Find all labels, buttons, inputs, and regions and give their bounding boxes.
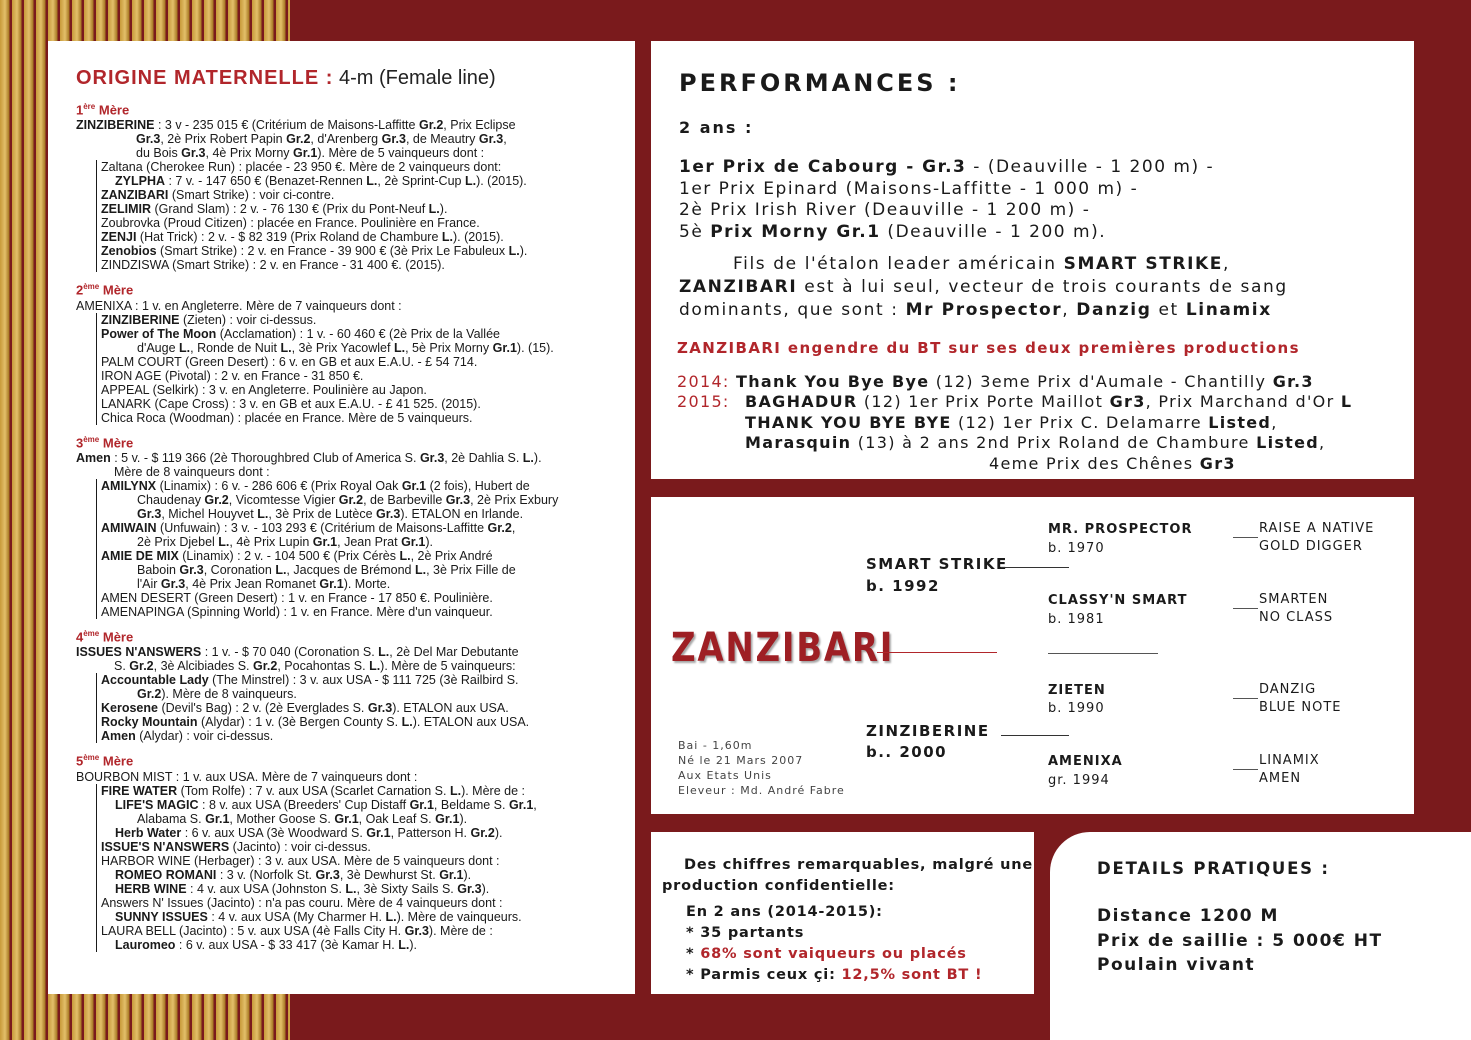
maternal-line: ISSUES N'ANSWERS : 1 v. - $ 70 040 (Coronation S. L., 2è Del Mar Debutante [76,645,519,660]
performances-panel [651,41,1414,479]
maternal-line: Mère de 8 vainqueurs dont : [114,464,270,479]
ggs-6: BLUE NOTE [1259,700,1342,715]
stats-line-2: production confidentielle: [662,878,895,894]
mere-heading-1: 1ère Mère [76,102,130,118]
race-results [679,157,1214,243]
maternal-line: ZINZIBERINE : 3 v - 235 015 € (Critérium de Maisons-Laffitte Gr.2, Prix Eclipse [76,118,516,133]
sire-paragraph [679,253,1288,322]
year-2015-line: BAGHADUR (12) 1er Prix Porte Maillot Gr3, Prix Marchand d'Or L [745,392,1353,411]
produce-line: Answers N' Issues (Jacinto) : n'a pas couru. Mère de 4 vainqueurs dont : [101,895,503,910]
produce-line: ROMEO ROMANI : 3 v. (Norfolk St. Gr.3, 3è Dewhurst St. Gr.1). [115,867,472,882]
sire-year: b. 1992 [866,577,940,595]
stats-panel [651,832,1034,994]
produce-line: ZYLPHA : 7 v. - 147 650 € (Benazet-Rennen L., 2è Sprint-Cup L.). (2015). [115,174,527,189]
stats-winners: 68% sont vaiqueurs ou placés [700,946,967,962]
bt-highlight: ZANZIBARI engendre du BT sur ses deux premières productions [677,339,1300,357]
produce-line: Gr.3, Michel Houyvet L., 3è Prix de Lutèce Gr.3). ETALON en Irlande. [137,506,524,521]
produce-line: Zaltana (Cherokee Run) : placée - 23 950 €. Mère de 2 vainqueurs dont: [101,160,502,175]
produce-line: Chica Roca (Woodman) : placée en France. Mère de 5 vainqueurs. [101,410,473,425]
mere-heading-3: 3ème Mère [76,434,134,450]
stats-bullet-2: * 68% sont vaiqueurs ou placés [686,946,967,962]
dam-year: b.. 2000 [866,743,948,761]
maternal-origin-panel [48,41,635,994]
maternal-line: AMENIXA : 1 v. en Angleterre. Mère de 7 vainqueurs dont : [76,298,402,313]
produce-line: AMIWAIN (Unfuwain) : 3 v. - 103 293 € (Critérium de Maisons-Laffitte Gr.2, [101,520,516,535]
produce-line: AMIE DE MIX (Linamix) : 2 v. - 104 500 € (Prix Cérès L., 2è Prix André [101,548,493,563]
performances-title: PERFORMANCES : [679,69,961,97]
maternal-title-sub: 4-m (Female line) [338,67,496,89]
produce-line: ISSUE'S N'ANSWERS (Jacinto) : voir ci-dessus. [101,839,371,854]
race-result-line: 2è Prix Irish River (Deauville - 1 200 m) - [679,200,1091,220]
dam-line [1001,735,1069,736]
produce-line: AMENAPINGA (Spinning World) : 1 v. en France. Mère d'un vainqueur. [101,604,493,619]
sire-paragraph-line: ZANZIBARI est à lui seul, vecteur de trois courants de sang [679,277,1288,297]
maternal-line: S. Gr.2, 3è Alcibiades S. Gr.2, Pocahontas S. L.). Mère de 5 vainqueurs: [114,659,516,674]
produce-line: Alabama S. Gr.1, Mother Goose S. Gr.1, Oak Leaf S. Gr.1). [137,811,468,826]
sire-name: SMART STRIKE [866,555,1008,573]
produce-line: Zenobios (Smart Strike) : 2 v. en France - 39 900 € (3è Prix Le Fabuleux L.). [101,244,528,259]
produce-line: Baboin Gr.3, Coronation L., Jacques de Brémond L., 3è Prix Fille de [137,562,516,577]
produce-block [96,160,611,272]
produce-line: Rocky Mountain (Alydar) : 1 v. (3è Bergen County S. L.). ETALON aux USA. [101,715,530,730]
gs2-year: b. 1981 [1048,612,1105,627]
produce-block [96,313,611,425]
ggs-1: RAISE A NATIVE [1259,521,1375,536]
info-color-height: Bai - 1,60m [678,739,753,752]
produce-line: IRON AGE (Pivotal) : 2 v. en France - 31 850 €. [101,368,364,383]
pedigree-panel [651,497,1414,814]
year-2014-text: Thank You Bye Bye (12) 3eme Prix d'Aumale - Chantilly Gr.3 [736,372,1314,391]
produce-line: ZELIMIR (Grand Slam) : 2 v. - 76 130 € (Prix du Pont-Neuf L.). [101,202,448,217]
sire-paragraph-line: Fils de l'étalon leader américain SMART STRIKE, [733,254,1231,274]
details-foal: Poulain vivant [1097,955,1256,975]
produce-line: LANARK (Cape Cross) : 3 v. en GB et aux E.A.U. - £ 41 525. (2015). [101,396,481,411]
age-label: 2 ans : [679,118,754,137]
year-2014-label: 2014: [677,372,730,391]
gs4-name: AMENIXA [1048,754,1123,769]
sire-paragraph-line: dominants, que sont : Mr Prospector, Danzig et Linamix [679,300,1272,320]
stats-line-3: En 2 ans (2014-2015): [686,904,883,920]
produce-block [96,479,611,619]
details-distance: Distance 1200 M [1097,906,1279,926]
horse-name: ZANZIBARI [671,625,895,671]
produce-line: AMEN DESERT (Green Desert) : 1 v. en France - 17 850 €. Poulinière. [101,590,493,605]
produce-line: ZINDZISWA (Smart Strike) : 2 v. en France - 31 400 €. (2015). [101,258,445,273]
produce-line: Lauromeo : 6 v. aux USA - $ 33 417 (3è Kamar H. L.). [115,937,417,952]
gs3-year: b. 1990 [1048,701,1105,716]
details-panel [1050,832,1471,1040]
produce-line: APPEAL (Selkirk) : 3 v. en Angleterre. Poulinière au Japon. [101,382,427,397]
produce-block [96,673,611,743]
year-2015-line: 4eme Prix des Chênes Gr3 [989,453,1236,473]
race-result-line: 1er Prix Epinard (Maisons-Laffitte - 1 000 m) - [679,178,1139,199]
maternal-title-label: ORIGINE MATERNELLE : [76,67,334,89]
produce-line: LAURA BELL (Jacinto) : 5 v. aux USA (4è Falls City H. Gr.3). Mère de : [101,923,493,938]
year-2015-label: 2015: [677,392,730,411]
maternal-body [76,100,611,952]
produce-line: Power of The Moon (Acclamation) : 1 v. - 60 460 € (2è Prix de la Vallée [101,326,500,341]
stats-bt: 12,5% sont BT ! [841,967,983,983]
ggs-5: DANZIG [1259,682,1317,697]
ggs-4: NO CLASS [1259,610,1334,625]
dam-name: ZINZIBERINE [866,722,990,740]
produce-line: LIFE'S MAGIC : 8 v. aux USA (Breeders' Cup Distaff Gr.1, Beldame S. Gr.1, [115,797,537,812]
gs3-name: ZIETEN [1048,683,1106,698]
mere-heading-5: 5ème Mère [76,753,134,769]
produce-line: Gr.2). Mère de 8 vainqueurs. [137,687,297,702]
mere-heading-4: 4ème Mère [76,628,134,645]
gs2-name: CLASSY'N SMART [1048,593,1188,608]
info-breeder: Eleveur : Md. André Fabre [678,784,845,797]
produce-line: PALM COURT (Green Desert) : 6 v. en GB et aux E.A.U. - £ 54 714. [101,354,478,369]
info-country: Aux Etats Unis [678,769,772,782]
produce-line: Accountable Lady (The Minstrel) : 3 v. aux USA - $ 111 725 (3è Railbird S. [101,673,519,688]
produce-line: HARBOR WINE (Herbager) : 3 v. aux USA. Mère de 5 vainqueurs dont : [101,853,500,868]
ggs-line-2 [1233,608,1258,609]
produce-line: d'Auge L., Ronde de Nuit L., 3è Prix Yacowlef L., 5è Prix Morny Gr.1). (15). [137,340,554,355]
year-2015-line: Marasquin (13) à 2 ans 2nd Prix Roland de Chambure Listed, [745,433,1326,452]
produce-line: SUNNY ISSUES : 4 v. aux USA (My Charmer H. L.). Mère de vainqueurs. [115,909,522,924]
stats-line-1: Des chiffres remarquables, malgré une [684,857,1033,873]
ggs-line-1 [1233,537,1258,538]
produce-line: ZENJI (Hat Trick) : 2 v. - $ 82 319 (Prix Roland de Chambure L.). (2015). [101,230,504,245]
details-price: Prix de saillie : 5 000€ HT [1097,931,1383,951]
ggs-2: GOLD DIGGER [1259,539,1363,554]
ggs-line-3 [1233,698,1258,699]
stats-bullet-1: * 35 partants [686,925,805,941]
gs1-year: b. 1970 [1048,541,1105,556]
produce-line: Kerosene (Devil's Bag) : 2 v. (2è Everglades S. Gr.3). ETALON aux USA. [101,701,509,716]
maternal-line: Gr.3, 2è Prix Robert Papin Gr.2, d'Arenberg Gr.3, de Meautry Gr.3, [136,132,507,147]
produce-line: FIRE WATER (Tom Rolfe) : 7 v. aux USA (Scarlet Carnation S. L.). Mère de : [101,783,525,798]
maternal-line: du Bois Gr.3, 4è Prix Morny Gr.1). Mère de 5 vainqueurs dont : [136,146,485,161]
year-2014 [677,371,1314,392]
produce-line: l'Air Gr.3, 4è Prix Jean Romanet Gr.1). Morte. [137,576,391,591]
stats-partants: 35 partants [700,925,805,941]
mere-heading-2: 2ème Mère [76,282,134,298]
produce-line: Amen (Alydar) : voir ci-dessus. [101,729,274,744]
gs1-name: MR. PROSPECTOR [1048,522,1193,537]
produce-line: ZANZIBARI (Smart Strike) : voir ci-contre. [101,188,335,203]
produce-line: AMILYNX (Linamix) : 6 v. - 286 606 € (Prix Royal Oak Gr.1 (2 fois), Hubert de [101,478,530,493]
produce-line: Herb Water : 6 v. aux USA (3è Woodward S. Gr.1, Patterson H. Gr.2). [115,825,503,840]
horse-underline [877,652,997,653]
ggs-7: LINAMIX [1259,753,1320,768]
produce-line: Chaudenay Gr.2, Vicomtesse Vigier Gr.2, de Barbeville Gr.3, 2è Prix Exbury [137,492,559,507]
mid-line [1048,653,1158,654]
details-title: DETAILS PRATIQUES : [1097,859,1330,878]
sire-line [1001,567,1069,568]
year-2015-text [745,392,1352,474]
maternal-title [76,67,611,90]
produce-line: Zoubrovka (Proud Citizen) : placée en France. Poulinière en France. [101,216,480,231]
race-result-line: 1er Prix de Cabourg - Gr.3 - (Deauville - 1 200 m) - [679,157,1215,177]
produce-line: HERB WINE : 4 v. aux USA (Johnston S. L., 3è Sixty Sails S. Gr.3). [115,881,490,896]
produce-line: 2è Prix Djebel L., 4è Prix Lupin Gr.1, Jean Prat Gr.1). [137,534,434,549]
produce-line: ZINZIBERINE (Zieten) : voir ci-dessus. [101,312,317,327]
info-birth: Né le 21 Mars 2007 [678,754,804,767]
ggs-3: SMARTEN [1259,592,1329,607]
gs4-year: gr. 1994 [1048,773,1110,788]
ggs-8: AMEN [1259,771,1302,786]
maternal-line: Amen : 5 v. - $ 119 366 (2è Thoroughbred Club of America S. Gr.3, 2è Dahlia S. L.). [76,450,542,465]
year-2015-line: THANK YOU BYE BYE (12) 1er Prix C. Delamarre Listed, [745,412,1278,432]
maternal-line: BOURBON MIST : 1 v. aux USA. Mère de 7 vainqueurs dont : [76,769,418,784]
stats-bullet-3: * Parmis ceux çi: 12,5% sont BT ! [686,967,983,983]
ggs-line-4 [1233,769,1258,770]
race-result-line: 5è Prix Morny Gr.1 (Deauville - 1 200 m). [679,221,1107,242]
produce-block [96,784,611,952]
